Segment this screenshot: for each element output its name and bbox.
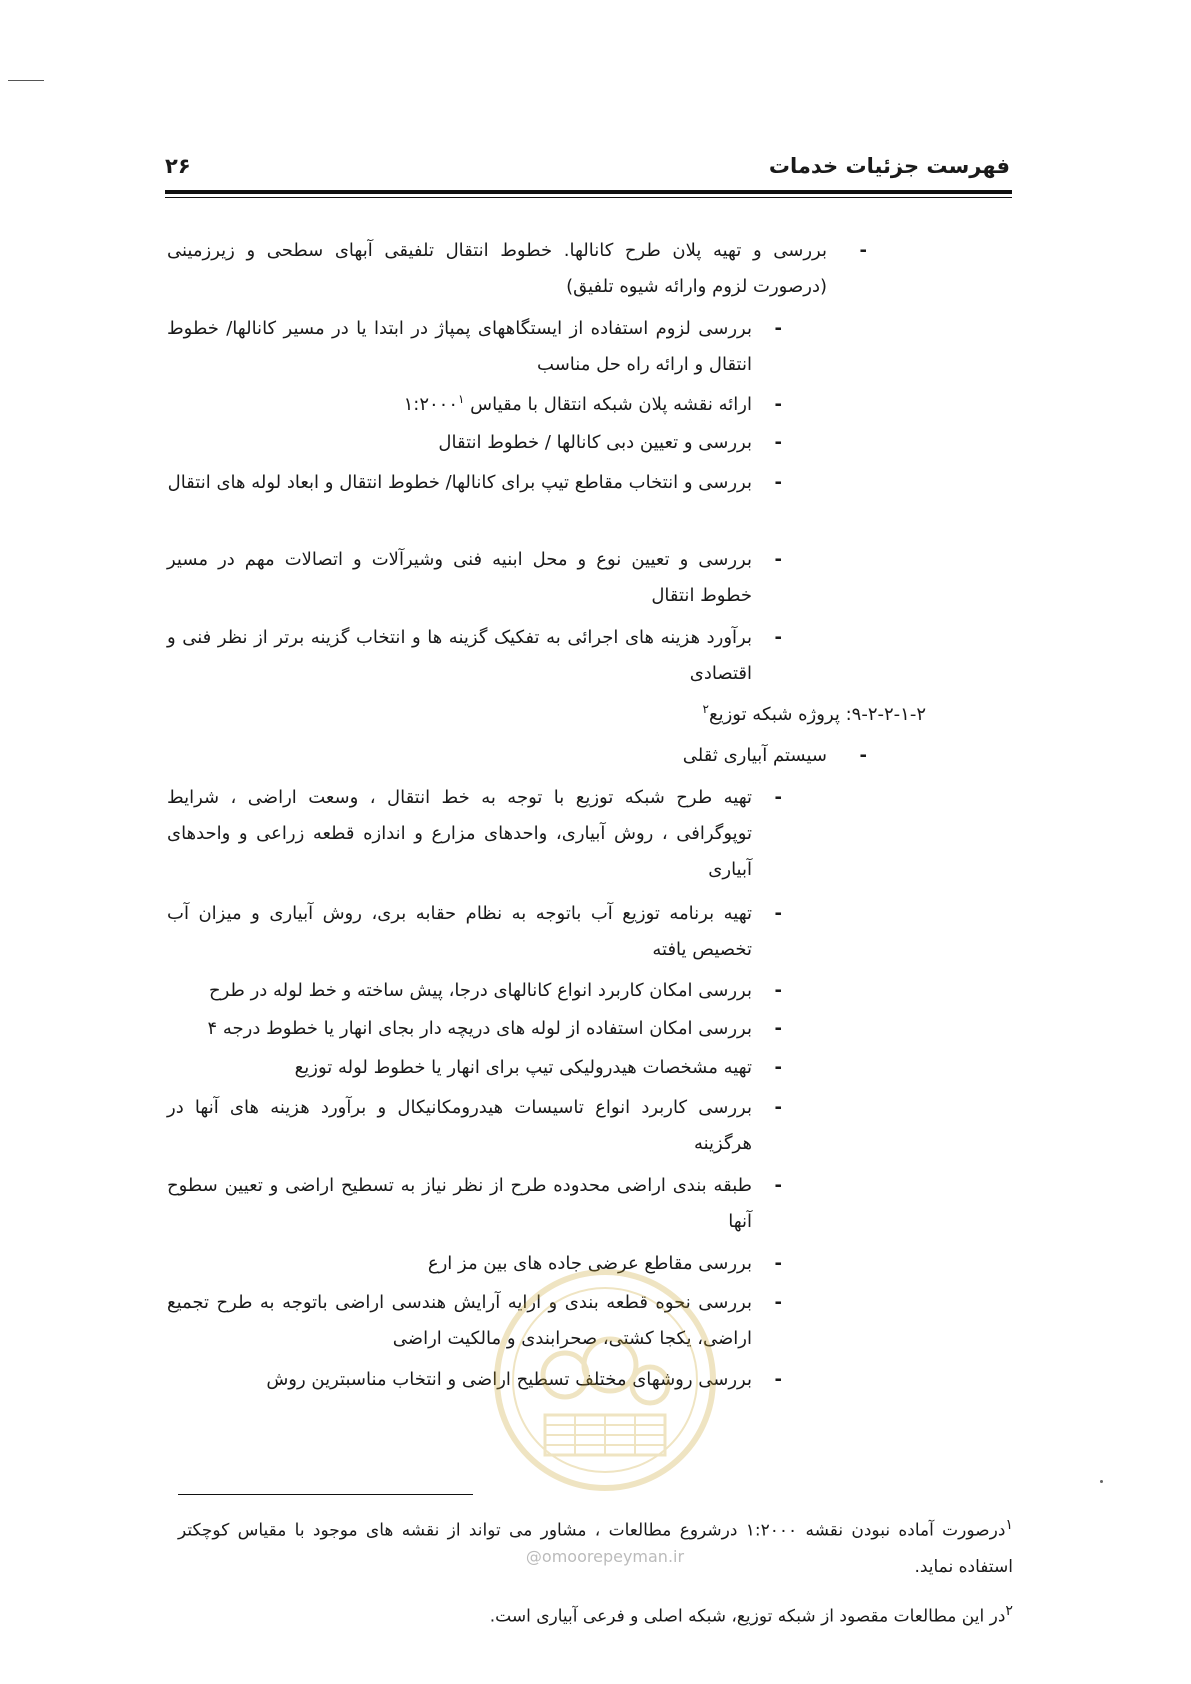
section-heading: ۹-۲-۲-۱-۲: پروژه شبکه توزیع$^۲$: [702, 702, 926, 725]
list-item-text: بررسی نحوه قطعه بندی و ارایه آرایش هندسی اراضی باتوجه به طرح تجمیع اراضی، یکجا کشتی، صحرابندی و مالکیت اراضی: [167, 1292, 752, 1349]
list-item: [167, 1011, 782, 1047]
list-item: [527, 738, 867, 774]
bullet-dash: -: [774, 472, 782, 493]
list-item-text: بررسی مقاطع عرضی جاده های بین مز ارع: [427, 1253, 752, 1274]
watermark-site: @omoorepeyman.ir: [525, 1547, 685, 1566]
footnote-ref: ۱: [458, 392, 465, 406]
bullet-dash: -: [774, 1253, 782, 1274]
footnote-mark: ۲: [1005, 1603, 1013, 1619]
list-item-text: طبقه بندی اراضی محدوده طرح از نظر نیاز به تسطیح اراضی و تعیین سطوح آنها: [167, 1175, 752, 1232]
bullet-dash: -: [774, 787, 782, 808]
list-item: [167, 1090, 782, 1162]
list-item-text: تهیه طرح شبکه توزیع با توجه به خط انتقال ، وسعت اراضی ، شرایط توپوگرافی ، روش آبیاری، واحدهای مزارع و اندازه قطعه زراعی و واحدهای آبیاری: [167, 787, 752, 880]
list-item: [167, 896, 782, 968]
bullet-dash: -: [774, 627, 782, 648]
page-title: فهرست جزئیات خدمات: [768, 154, 1010, 178]
footnote-rule: [178, 1494, 473, 1495]
bullet-dash: -: [774, 394, 782, 415]
footnote-mark: ۱: [1005, 1517, 1013, 1533]
bullet-dash: -: [774, 1018, 782, 1039]
list-item: [167, 542, 782, 614]
list-item-text: بررسی امکان استفاده از لوله های دریچه دار بجای انهار یا خطوط درجه ۴: [207, 1018, 752, 1039]
list-item: [167, 465, 782, 501]
footnote-text: درصورت آماده نبودن نقشه ۱:۲۰۰۰ درشروع مطالعات ، مشاور می تواند از نقشه های موجود با مقیاس کوچکتر استفاده نماید.: [178, 1520, 1013, 1577]
bullet-dash: -: [774, 1097, 782, 1118]
list-item: [167, 233, 867, 305]
bullet-dash: -: [774, 432, 782, 453]
footnote-text: در این مطالعات مقصود از شبکه توزیع، شبکه اصلی و فرعی آبیاری است.: [489, 1606, 1006, 1627]
list-item: [167, 387, 782, 423]
header-rule-thick: [165, 190, 1012, 194]
bullet-dash: -: [859, 240, 867, 261]
bullet-dash: -: [774, 1369, 782, 1390]
list-item-text: ارائه نقشه پلان شبکه انتقال با مقیاس ۱:۲۰۰۰$^۱$: [403, 392, 752, 415]
list-item-text: بررسی و تهیه پلان طرح کانالها. خطوط انتقال تلفیقی آبهای سطحی و زیرزمینی (درصورت لزوم وارائه شیوه تلفیق): [167, 240, 827, 297]
list-item: [167, 1168, 782, 1240]
footnote-ref: ۲: [702, 702, 709, 716]
header-rule-thin: [165, 197, 1012, 198]
list-item: [167, 780, 782, 888]
bullet-dash: -: [774, 1175, 782, 1196]
list-item-text: بررسی لزوم استفاده از ایستگاههای پمپاژ در ابتدا یا در مسیر کانالها/ خطوط انتقال و ارائه راه حل مناسب: [167, 318, 752, 375]
bullet-dash: -: [774, 318, 782, 339]
list-item-text: تهیه مشخصات هیدرولیکی تیپ برای انهار یا خطوط لوله توزیع: [294, 1057, 752, 1078]
bullet-dash: -: [774, 980, 782, 1001]
list-item: [167, 311, 782, 383]
list-item: [167, 973, 782, 1009]
bullet-dash: -: [774, 1292, 782, 1313]
footnote: [178, 1507, 1013, 1585]
bullet-dash: -: [774, 549, 782, 570]
watermark-seal-icon: [490, 1265, 720, 1495]
page-number: ۲۶: [165, 154, 191, 178]
scan-mark: [8, 80, 44, 81]
list-item-text: برآورد هزینه های اجرائی به تفکیک گزینه ها و انتخاب گزینه برتر از نظر فنی و اقتصادی: [167, 627, 752, 684]
list-item: [167, 425, 782, 461]
list-item: [167, 1050, 782, 1086]
bullet-dash: -: [859, 745, 867, 766]
list-item-text: بررسی و تعیین نوع و محل ابنیه فنی وشیرآلات و اتصالات مهم در مسیر خطوط انتقال: [167, 549, 752, 606]
page-header: [165, 154, 1010, 194]
list-item-text: بررسی و انتخاب مقاطع تیپ برای کانالها/ خطوط انتقال و ابعاد لوله های انتقال: [167, 472, 752, 493]
footnote: [178, 1593, 1013, 1635]
bullet-dash: -: [774, 1057, 782, 1078]
list-item-text: بررسی و تعیین دبی کانالها / خطوط انتقال: [438, 432, 752, 453]
list-item-text: بررسی کاربرد انواع تاسیسات هیدرومکانیکال و برآورد هزینه های آنها در هرگزینه: [167, 1097, 752, 1154]
scan-speck: [1100, 1480, 1103, 1483]
list-item: [167, 620, 782, 692]
list-item-text: بررسی روشهای مختلف تسطیح اراضی و انتخاب مناسبترین روش: [266, 1369, 752, 1390]
list-item-text: تهیه برنامه توزیع آب باتوجه به نظام حقابه بری، روش آبیاری و میزان آب تخصیص یافته: [167, 903, 752, 960]
list-item-text: بررسی امکان کاربرد انواع کانالهای درجا، پیش ساخته و خط لوله در طرح: [208, 980, 752, 1001]
list-item-text: سیستم آبیاری ثقلی: [682, 745, 827, 766]
bullet-dash: -: [774, 903, 782, 924]
